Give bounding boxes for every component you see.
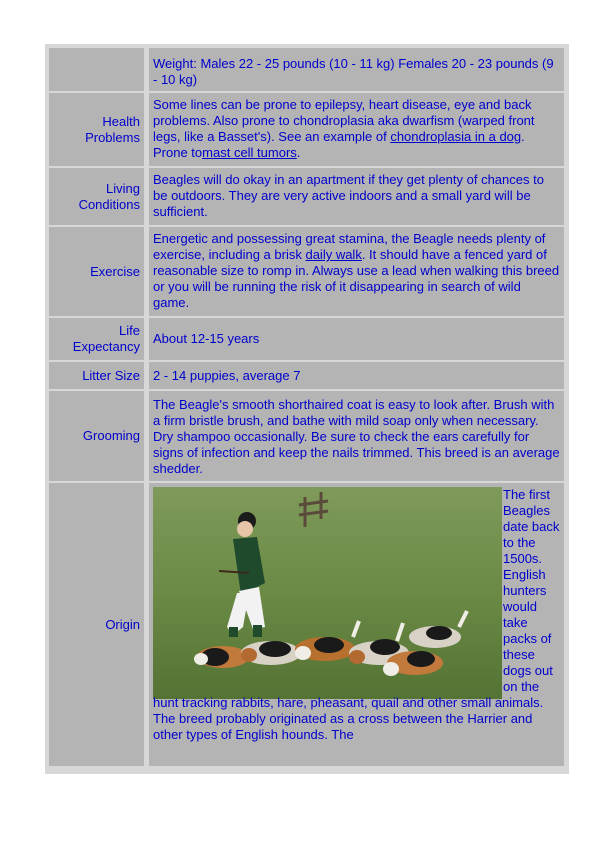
daily-walk-link[interactable]: daily walk bbox=[305, 247, 362, 262]
origin-label: Origin bbox=[105, 616, 140, 632]
life-label: Life Expectancy bbox=[72, 323, 140, 354]
beagle-hunt-photo bbox=[153, 487, 502, 699]
grooming-label-cell bbox=[49, 391, 144, 481]
row-litter-size bbox=[49, 362, 565, 389]
row-life-expectancy bbox=[49, 318, 565, 360]
weight-label-cell bbox=[49, 48, 144, 91]
health-text-2: . Prone to bbox=[153, 129, 525, 160]
health-text-3: . bbox=[296, 145, 301, 160]
life-value-cell bbox=[149, 318, 564, 360]
chondroplasia-link[interactable]: chondroplasia in a dog bbox=[390, 129, 522, 144]
weight-text: Weight: Males 22 - 25 pounds (10 - 11 kg) Females 20 - 23 pounds (9 - 10 kg) bbox=[153, 56, 554, 87]
litter-value-cell bbox=[149, 362, 564, 389]
living-label: Living Conditions bbox=[78, 180, 140, 212]
exercise-label-cell bbox=[49, 227, 144, 316]
health-label: Health Problems bbox=[85, 113, 140, 145]
litter-text: 2 - 14 puppies, average 7 bbox=[153, 368, 301, 383]
row-exercise bbox=[49, 227, 565, 316]
exercise-label: Exercise bbox=[90, 263, 140, 279]
mast-cell-tumors-link[interactable]: mast cell tumors bbox=[202, 145, 297, 160]
living-text: Beagles will do okay in an apartment if they get plenty of chances to be outdoors. They are very active indoors and a small yard will be sufficient. bbox=[153, 172, 544, 219]
litter-label: Litter Size bbox=[82, 367, 140, 383]
grooming-label: Grooming bbox=[82, 428, 140, 443]
health-label-cell bbox=[49, 93, 144, 166]
exercise-value-cell bbox=[149, 227, 564, 316]
row-health-problems bbox=[49, 93, 565, 166]
health-text-1: Some lines can be prone to epilepsy, heart disease, eye and back problems. Also prone to chondroplasia aka dwarfism (warped front legs, like a Basset's). See an example of bbox=[153, 97, 535, 144]
row-grooming bbox=[49, 391, 565, 481]
life-text: About 12-15 years bbox=[153, 331, 260, 346]
living-value-cell bbox=[149, 168, 564, 225]
origin-text: The first Beagles date back to the 1500s. English hunters would take packs of these dogs out on the hunt tracking rabbits, hare, pheasant, quail and other small animals. The breed probably originated as a cross between the Harrier and other types of English hounds. The bbox=[153, 487, 560, 742]
litter-label-cell bbox=[49, 362, 144, 389]
life-label-cell bbox=[49, 318, 144, 360]
health-value-cell bbox=[149, 93, 564, 166]
origin-value-cell bbox=[149, 483, 564, 766]
grooming-text: The Beagle's smooth shorthaired coat is easy to look after. Brush with a firm bristle brush, and bathe with mild soap only when necessary. Dry shampoo occasionally. Be sure to check the ears carefully for signs of infection and keep the nails trimmed. This breed is an average shedder. bbox=[153, 397, 560, 476]
row-living-conditions bbox=[49, 168, 565, 225]
grooming-value-cell bbox=[149, 391, 564, 481]
row-origin bbox=[49, 483, 565, 766]
exercise-text-2: . It should have a fenced yard of reasonable size to romp in. Always use a lead when walking this breed or you will be running the risk of it disappearing in search of wild game. bbox=[153, 247, 560, 310]
row-weight bbox=[49, 48, 565, 91]
exercise-text-1: Energetic and possessing great stamina, the Beagle needs plenty of exercise, including a brisk bbox=[153, 231, 546, 262]
origin-label-cell bbox=[49, 483, 144, 766]
breed-info-table bbox=[45, 44, 569, 774]
weight-value-cell bbox=[149, 48, 564, 91]
living-label-cell bbox=[49, 168, 144, 225]
